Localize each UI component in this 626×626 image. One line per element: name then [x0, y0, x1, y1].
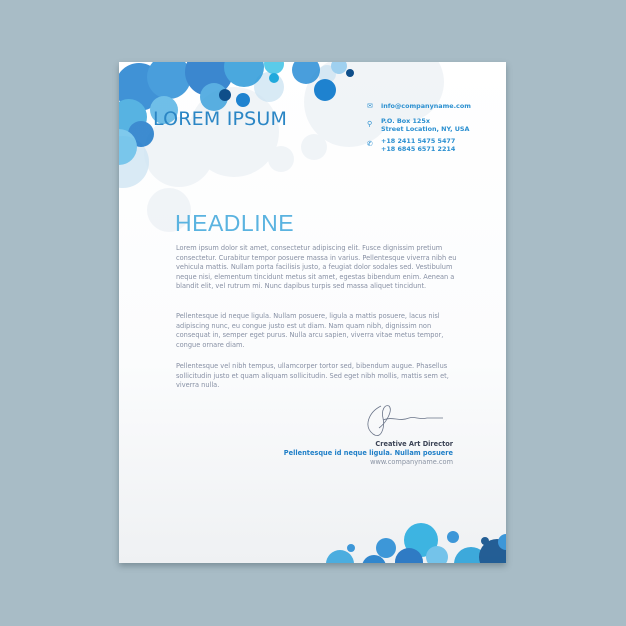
body-paragraph: Lorem ipsum dolor sit amet, consectetur adipiscing elit. Fusce dignissim pretium consectetur. Curabitur tempor posuere massa in varius. Pellentesque viverra nibh eu vehicula mattis. Nullam porta facilisis justo, a feugiat dolor sodales sed. Vestibulum neque nisi, elementum tincidunt metus sit amet, egestas bibendum enim. Aenean a blandit elit, vel rutrum mi. Nunc dapibus turpis sed massa aliquet tincidunt.	[176, 244, 457, 291]
body-paragraph: Pellentesque vel nibh tempus, ullamcorper tortor sed, bibendum augue. Phasellus sollicitudin justo et quam aliquam sollicitudin. Sed eget nibh mollis, mattis sem et, viverra nulla.	[176, 362, 449, 390]
signature-title: Creative Art Director	[375, 440, 453, 448]
signature-website[interactable]: www.companyname.com	[370, 458, 453, 466]
contact-email[interactable]: info@companyname.com	[381, 102, 471, 110]
body-paragraph: Pellentesque id neque ligula. Nullam posuere, ligula a mattis posuere, lacus nisl adipiscing nunc, eu congue justo est ut diam. Nam quam nibh, dignissim non consequat in, semper eget purus. Nulla arcu sapien, viverra vitae metus tempor, congue ornare diam.	[176, 312, 444, 349]
signature-tagline: Pellentesque id neque ligula. Nullam posuere	[283, 449, 453, 457]
phone-icon: ✆	[367, 140, 373, 148]
contact-phone-1: +18 2411 5475 5477	[381, 137, 456, 145]
contact-address-line2: Street Location, NY, USA	[381, 125, 470, 133]
location-pin-icon: ⚲	[367, 120, 373, 128]
letterhead-page	[119, 62, 506, 563]
brand-name: LOREM IPSUM	[153, 108, 288, 130]
contact-phone-2: +18 6845 6571 2214	[381, 145, 456, 153]
contact-address-line1: P.O. Box 125x	[381, 117, 430, 125]
headline: HEADLINE	[175, 210, 295, 236]
signature-block	[284, 440, 453, 467]
signature-image	[359, 398, 449, 444]
mail-icon: ✉	[367, 102, 373, 110]
